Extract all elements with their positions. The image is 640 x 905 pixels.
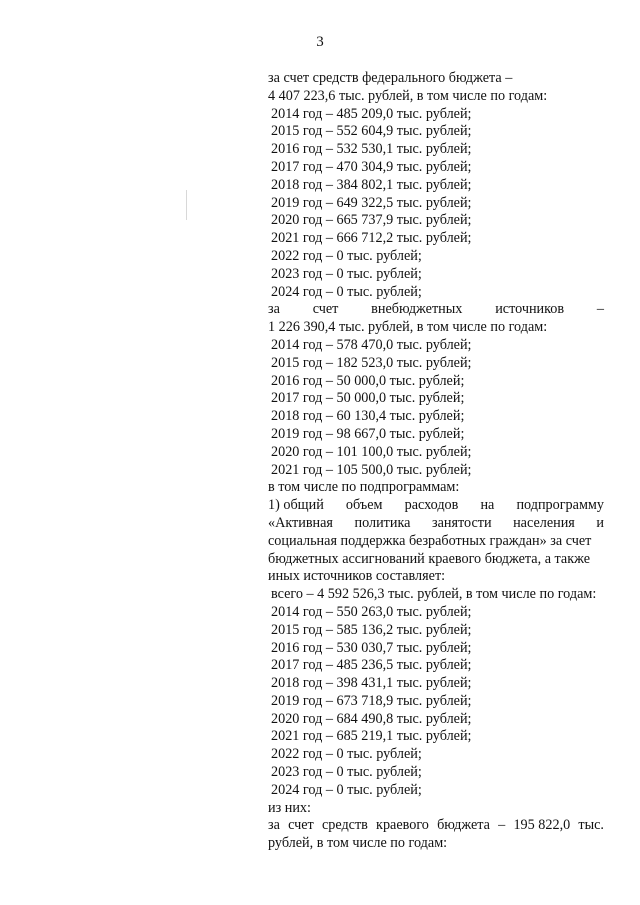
federal-total: 4 407 223,6 тыс. рублей, в том числе по годам: bbox=[268, 87, 548, 104]
word: политика bbox=[354, 514, 411, 531]
federal-year-line: 2024 год – 0 тыс. рублей; bbox=[271, 283, 422, 300]
federal-year-line: 2018 год – 384 802,1 тыс. рублей; bbox=[271, 176, 472, 193]
of-them-label: из них: bbox=[268, 799, 311, 816]
document-body bbox=[268, 70, 604, 853]
word: – bbox=[596, 301, 604, 318]
subprogram1-year-line: 2016 год – 530 030,7 тыс. рублей; bbox=[271, 639, 472, 656]
federal-year-line: 2019 год – 649 322,5 тыс. рублей; bbox=[271, 194, 472, 211]
federal-year-line: 2021 год – 666 712,2 тыс. рублей; bbox=[271, 230, 472, 247]
word: «Активная bbox=[268, 514, 333, 531]
federal-year-line: 2014 год – 485 209,0 тыс. рублей; bbox=[271, 105, 472, 122]
subprogram1-total: всего – 4 592 526,3 тыс. рублей, в том числе по годам: bbox=[271, 586, 597, 603]
subprogram1-year-line: 2014 год – 550 263,0 тыс. рублей; bbox=[271, 603, 472, 620]
subprograms-intro: в том числе по подпрограммам: bbox=[268, 479, 460, 496]
extrabudgetary-year-line: 2015 год – 182 523,0 тыс. рублей; bbox=[271, 354, 472, 371]
subprogram1-year-line: 2017 год – 485 236,5 тыс. рублей; bbox=[271, 657, 472, 674]
word: расходов bbox=[404, 497, 459, 514]
word: за bbox=[268, 817, 280, 834]
word: населения bbox=[513, 514, 575, 531]
subprogram1-year-line: 2019 год – 673 718,9 тыс. рублей; bbox=[271, 692, 472, 709]
word: счет bbox=[312, 301, 339, 318]
word: внебюджетных bbox=[371, 301, 463, 318]
extrabudgetary-year-line: 2020 год – 101 100,0 тыс. рублей; bbox=[271, 443, 472, 460]
word: объем bbox=[345, 497, 383, 514]
regional-heading bbox=[268, 817, 604, 835]
word: краевого bbox=[376, 817, 429, 834]
word: тыс. bbox=[578, 817, 604, 834]
word: занятости bbox=[431, 514, 492, 531]
word: средств bbox=[321, 817, 368, 834]
federal-year-line: 2023 год – 0 тыс. рублей; bbox=[271, 265, 422, 282]
subprogram1-year-line: 2022 год – 0 тыс. рублей; bbox=[271, 746, 422, 763]
subprogram1-year-line: 2020 год – 684 490,8 тыс. рублей; bbox=[271, 710, 472, 727]
federal-year-line: 2016 год – 532 530,1 тыс. рублей; bbox=[271, 141, 472, 158]
federal-year-line: 2022 год – 0 тыс. рублей; bbox=[271, 247, 422, 264]
subprogram1-year-line: 2018 год – 398 431,1 тыс. рублей; bbox=[271, 675, 472, 692]
subprogram1-line1 bbox=[268, 497, 604, 515]
federal-year-line: 2015 год – 552 604,9 тыс. рублей; bbox=[271, 123, 472, 140]
word: 1) общий bbox=[268, 497, 324, 514]
word: счет bbox=[288, 817, 314, 834]
word: подпрограмму bbox=[516, 497, 604, 514]
extrabudgetary-year-line: 2021 год – 105 500,0 тыс. рублей; bbox=[271, 461, 472, 478]
subprogram1-line5: иных источников составляет: bbox=[268, 568, 446, 585]
extrabudgetary-year-line: 2019 год – 98 667,0 тыс. рублей; bbox=[271, 425, 465, 442]
regional-continuation: рублей, в том числе по годам: bbox=[268, 835, 448, 852]
word: на bbox=[480, 497, 495, 514]
extrabudgetary-year-line: 2017 год – 50 000,0 тыс. рублей; bbox=[271, 390, 465, 407]
federal-year-line: 2020 год – 665 737,9 тыс. рублей; bbox=[271, 212, 472, 229]
subprogram1-line3: социальная поддержка безработных граждан» за счет bbox=[268, 532, 592, 549]
scan-artifact bbox=[186, 190, 187, 220]
federal-year-line: 2017 год – 470 304,9 тыс. рублей; bbox=[271, 158, 472, 175]
word: 195 822,0 bbox=[513, 817, 571, 834]
word: и bbox=[596, 514, 604, 531]
subprogram1-year-line: 2024 год – 0 тыс. рублей; bbox=[271, 781, 422, 798]
extrabudgetary-total: 1 226 390,4 тыс. рублей, в том числе по годам: bbox=[268, 319, 548, 336]
extrabudgetary-year-line: 2018 год – 60 130,4 тыс. рублей; bbox=[271, 408, 465, 425]
extrabudgetary-year-line: 2014 год – 578 470,0 тыс. рублей; bbox=[271, 336, 472, 353]
federal-heading: за счет средств федерального бюджета – bbox=[268, 70, 513, 86]
subprogram1-year-line: 2015 год – 585 136,2 тыс. рублей; bbox=[271, 621, 472, 638]
subprogram1-line4: бюджетных ассигнований краевого бюджета, а также bbox=[268, 550, 591, 567]
page-number: 3 bbox=[316, 34, 324, 50]
word: за bbox=[268, 301, 280, 318]
word: источников bbox=[495, 301, 565, 318]
extrabudgetary-heading bbox=[268, 301, 604, 319]
subprogram1-year-line: 2021 год – 685 219,1 тыс. рублей; bbox=[271, 728, 472, 745]
word: – bbox=[498, 817, 506, 834]
subprogram1-year-line: 2023 год – 0 тыс. рублей; bbox=[271, 764, 422, 781]
word: бюджета bbox=[437, 817, 490, 834]
subprogram1-line2 bbox=[268, 515, 604, 533]
extrabudgetary-year-line: 2016 год – 50 000,0 тыс. рублей; bbox=[271, 372, 465, 389]
